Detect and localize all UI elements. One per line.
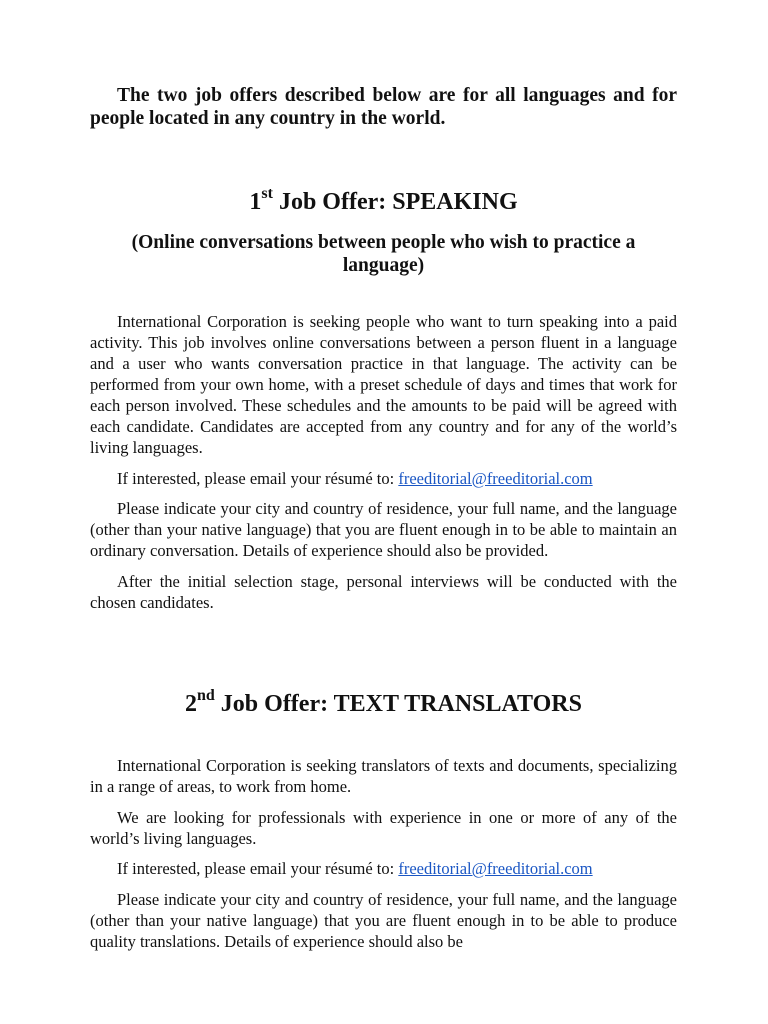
offer1-paragraph-interviews: After the initial selection stage, personal interviews will be conducted with the chosen candidates. bbox=[90, 571, 677, 612]
offer1-ordinal-number: 1 bbox=[249, 189, 262, 215]
offer1-email-line bbox=[90, 468, 677, 489]
offer1-email-prefix: If interested, please email your résumé to: bbox=[117, 468, 399, 488]
offer2-email-prefix: If interested, please email your résumé to: bbox=[117, 859, 399, 878]
offer2-email-link[interactable]: freeditorial@freeditorial.com bbox=[398, 859, 593, 878]
offer1-body bbox=[90, 311, 677, 622]
offer2-title: Job Offer: TEXT TRANSLATORS bbox=[220, 691, 582, 717]
offer2-heading bbox=[90, 687, 677, 718]
offer1-paragraph-description: International Corporation is seeking people who want to turn speaking into a paid activity. This job involves online conversations between a person fluent in a language and a user who wants conversation practice in that language. The activity can be performed from your own home, with a preset schedule of days and times that work for each person involved. These schedules and the amounts to be paid will be agreed with each candidate. Candidates are accepted from any country and for any of the world’s living languages. bbox=[90, 312, 677, 457]
intro-paragraph: The two job offers described below are for all languages and for people located in any country in the world. bbox=[90, 85, 677, 129]
offer1-title: Job Offer: SPEAKING bbox=[278, 189, 518, 215]
offer1-ordinal-suffix: st bbox=[261, 185, 273, 202]
offer2-email-line bbox=[90, 858, 677, 879]
offer1-heading bbox=[90, 185, 677, 216]
offer2-paragraph-description: International Corporation is seeking translators of texts and documents, specializing in a range of areas, to work from home. bbox=[90, 756, 677, 796]
offer2-paragraph-requirements: Please indicate your city and country of residence, your full name, and the language (other than your native language) that you are fluent enough in to be able to produce quality translations. Details of experience should also be bbox=[90, 889, 677, 951]
offer1-email-link[interactable]: freeditorial@freeditorial.com bbox=[398, 468, 593, 488]
offer1-subtitle: (Online conversations between people who wish to practice a language) bbox=[131, 232, 636, 276]
offer2-body bbox=[90, 755, 677, 961]
offer2-ordinal-suffix: nd bbox=[197, 687, 215, 704]
offer2-ordinal-number: 2 bbox=[185, 691, 197, 717]
offer2-paragraph-experience: We are looking for professionals with experience in one or more of any of the world’s living languages. bbox=[90, 807, 677, 848]
offer1-paragraph-requirements: Please indicate your city and country of residence, your full name, and the language (other than your native language) that you are fluent enough in to be able to maintain an ordinary conversation. Details of experience should also be provided. bbox=[90, 499, 677, 560]
